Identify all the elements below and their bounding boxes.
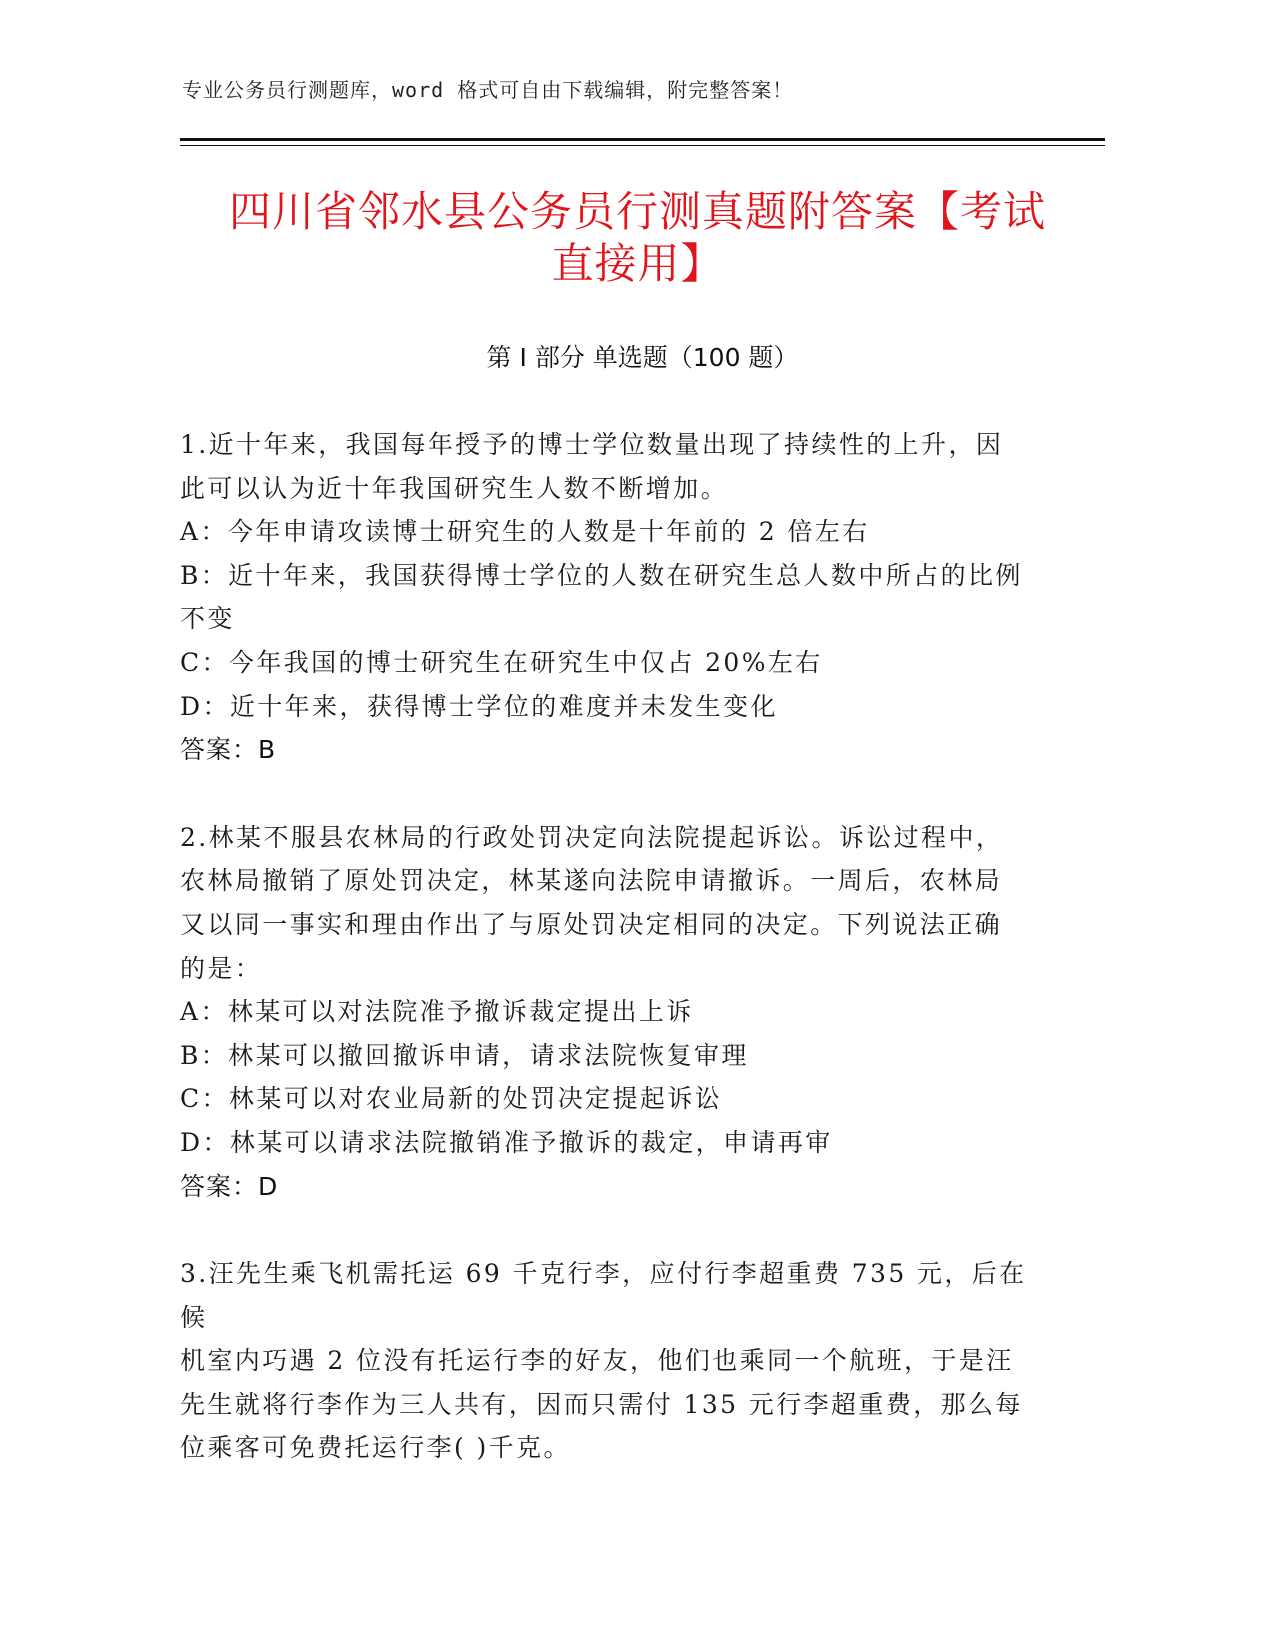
option-b: B：近十年来，我国获得博士学位的人数在研究生总人数中所占的比例 [180,560,1023,590]
question-stem-line: 先生就将行李作为三人共有，因而只需付 135 元行李超重费，那么每 [180,1389,1023,1419]
answer-label: 答案：D [180,1171,279,1201]
section-title: 第 I 部分 单选题（100 题） [486,343,799,372]
header-divider-thick [180,138,1105,141]
document-title-line-1: 四川省邻水县公务员行测真题附答案【考试 [228,187,1046,236]
question-stem-line: 1.近十年来，我国每年授予的博士学位数量出现了持续性的上升，因 [180,430,1004,459]
option-c: C：今年我国的博士研究生在研究生中仅占 20%左右 [180,647,823,677]
option-d: D：近十年来，获得博士学位的难度并未发生变化 [180,691,778,721]
option-d: D：林某可以请求法院撤销准予撤诉的裁定，申请再审 [180,1127,833,1157]
answer-label: 答案：B [180,735,277,765]
question-stem-line: 农林局撤销了原处罚决定，林某遂向法院申请撤诉。一周后，农林局 [180,866,1003,896]
document-title-line-2: 直接用】 [551,239,724,288]
question-stem-line: 位乘客可免费托运行李( )千克。 [180,1433,571,1463]
document-title [160,186,1115,290]
option-b: B：林某可以撤回撤诉申请，请求法院恢复审理 [180,1040,749,1070]
question-stem-line: 机室内巧遇 2 位没有托运行李的好友，他们也乘同一个航班，于是汪 [180,1346,1014,1376]
header-divider-thin [180,145,1105,146]
option-a: A：今年申请攻读博士研究生的人数是十年前的 2 倍左右 [180,517,870,547]
option-c: C：林某可以对农业局新的处罚决定提起诉讼 [180,1084,723,1114]
question-stem-line: 2.林某不服县农林局的行政处罚决定向法院提起诉讼。诉讼过程中， [180,822,1004,852]
question-2 [180,816,1040,1208]
question-stem-line: 的是： [180,953,263,983]
question-stem-line: 又以同一事实和理由作出了与原处罚决定相同的决定。下列说法正确 [180,909,1003,939]
option-a: A：林某可以对法院准予撤诉裁定提出上诉 [180,997,694,1027]
question-list [180,423,1040,1514]
question-stem-line: 此可以认为近十年我国研究生人数不断增加。 [180,473,729,503]
question-3 [180,1252,1040,1470]
header-note: 专业公务员行测题库，word 格式可自由下载编辑，附完整答案！ [182,78,794,102]
question-1 [180,423,1040,772]
question-stem-line: 3.汪先生乘飞机需托运 69 千克行李，应付行李超重费 735 元，后在候 [180,1259,1027,1332]
option-b-continued: 不变 [180,604,235,634]
